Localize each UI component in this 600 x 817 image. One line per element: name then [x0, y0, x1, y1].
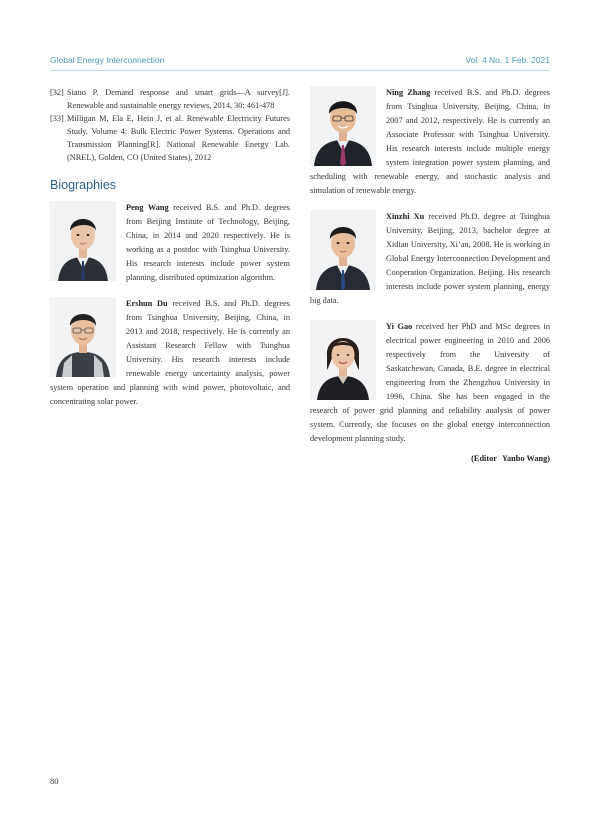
reference-number: [32] [50, 88, 64, 97]
author-photo [310, 320, 376, 400]
author-name: Yi Gao [386, 322, 413, 331]
author-name: Peng Wang [126, 203, 169, 212]
left-column [50, 86, 290, 409]
author-photo [310, 86, 376, 166]
page-number: 80 [50, 776, 59, 786]
section-heading: Biographies [50, 178, 117, 192]
author-name: Ning Zhang [386, 88, 431, 97]
biography-text: received B.S. and Ph.D. degrees from Tsinghua University, Beijing, China, in 2007 and 2012, respectively. He is currently an Associate Professor with Tsinghua University. His research interests include multiple energy system integration power system planning, and scheduling with renewable energy, and stochastic analysis and simulation of renewable energy. [310, 88, 550, 195]
author-name: Xinzhi Xu [386, 212, 425, 221]
biography-ning-zhang [310, 86, 550, 198]
biography-text: received her PhD and MSc degrees in electrical power engineering in 2010 and 2006 respectively from the University of Saskatchewan, Canada, B.E. degree in electrical engineering from the Zhengzhou University in 1996, China. She has been engaged in the research of power grid planning and reliability analysis of power system. Currently, she focuses on the global energy interconnection development planning study. [310, 322, 550, 443]
biography-peng-wang [50, 201, 290, 285]
biography-xinzhi-xu [310, 210, 550, 308]
editor-name: Yanbo Wang) [501, 454, 550, 463]
editor-label: (Editor [471, 454, 497, 463]
issue-info: Vol. 4 No. 1 Feb. 2021 [465, 55, 550, 65]
journal-title: Global Energy Interconnection [50, 55, 165, 65]
author-photo [50, 297, 116, 377]
biography-text: received B.S. and Ph.D. degrees from Beijing Institute of Technology, Beijing, China, in 2014 and 2020 respectively. He is working as a postdoc with Tsinghua University. His research interests include power system planning, distributed optimization algorithm. [126, 203, 290, 282]
reference-item [50, 86, 290, 112]
reference-text: Milligan M, Ela E, Hein J, et al. Renewable Electricity Futures Study. Volume 4: Bulk Electric Power Systems. Operations and Transmission Planning[R]. National Renewable Energy Lab. (NREL), Golden, CO (United States), 2012 [67, 114, 290, 162]
author-photo [310, 210, 376, 290]
author-photo [50, 201, 116, 281]
reference-number: [33] [50, 114, 64, 123]
biography-ershun-du [50, 297, 290, 409]
biography-yi-gao [310, 320, 550, 446]
editor-credit [310, 454, 550, 463]
reference-item [50, 112, 290, 164]
reference-text: Siano P. Demand response and smart grids—A survey[J]. Renewable and sustainable energy reviews, 2014, 30: 461-478 [67, 88, 290, 110]
header-rule [50, 70, 550, 71]
right-column [310, 86, 550, 463]
biography-text: received Ph.D. degree at Tsinghua University, Beijing, 2013, bachelor degree at Xidian University, Xi’an, 2008. He is working in Global Energy Interconnection Development and Cooperation Organization, Beijing. His research interests include power system planning, energy big data. [310, 212, 550, 305]
biography-text: received B.S. and Ph.D. degrees from Tsinghua University, Beijing, China, in 2013 and 2018, respectively. He is currently an Assistant Research Fellow with Tsinghua University. His research interests include renewable energy uncertainty analysis, power system operation and planning with wind power, photovoltaic, and concentrating solar power. [50, 299, 290, 406]
running-header [50, 55, 550, 69]
author-name: Ershun Du [126, 299, 168, 308]
